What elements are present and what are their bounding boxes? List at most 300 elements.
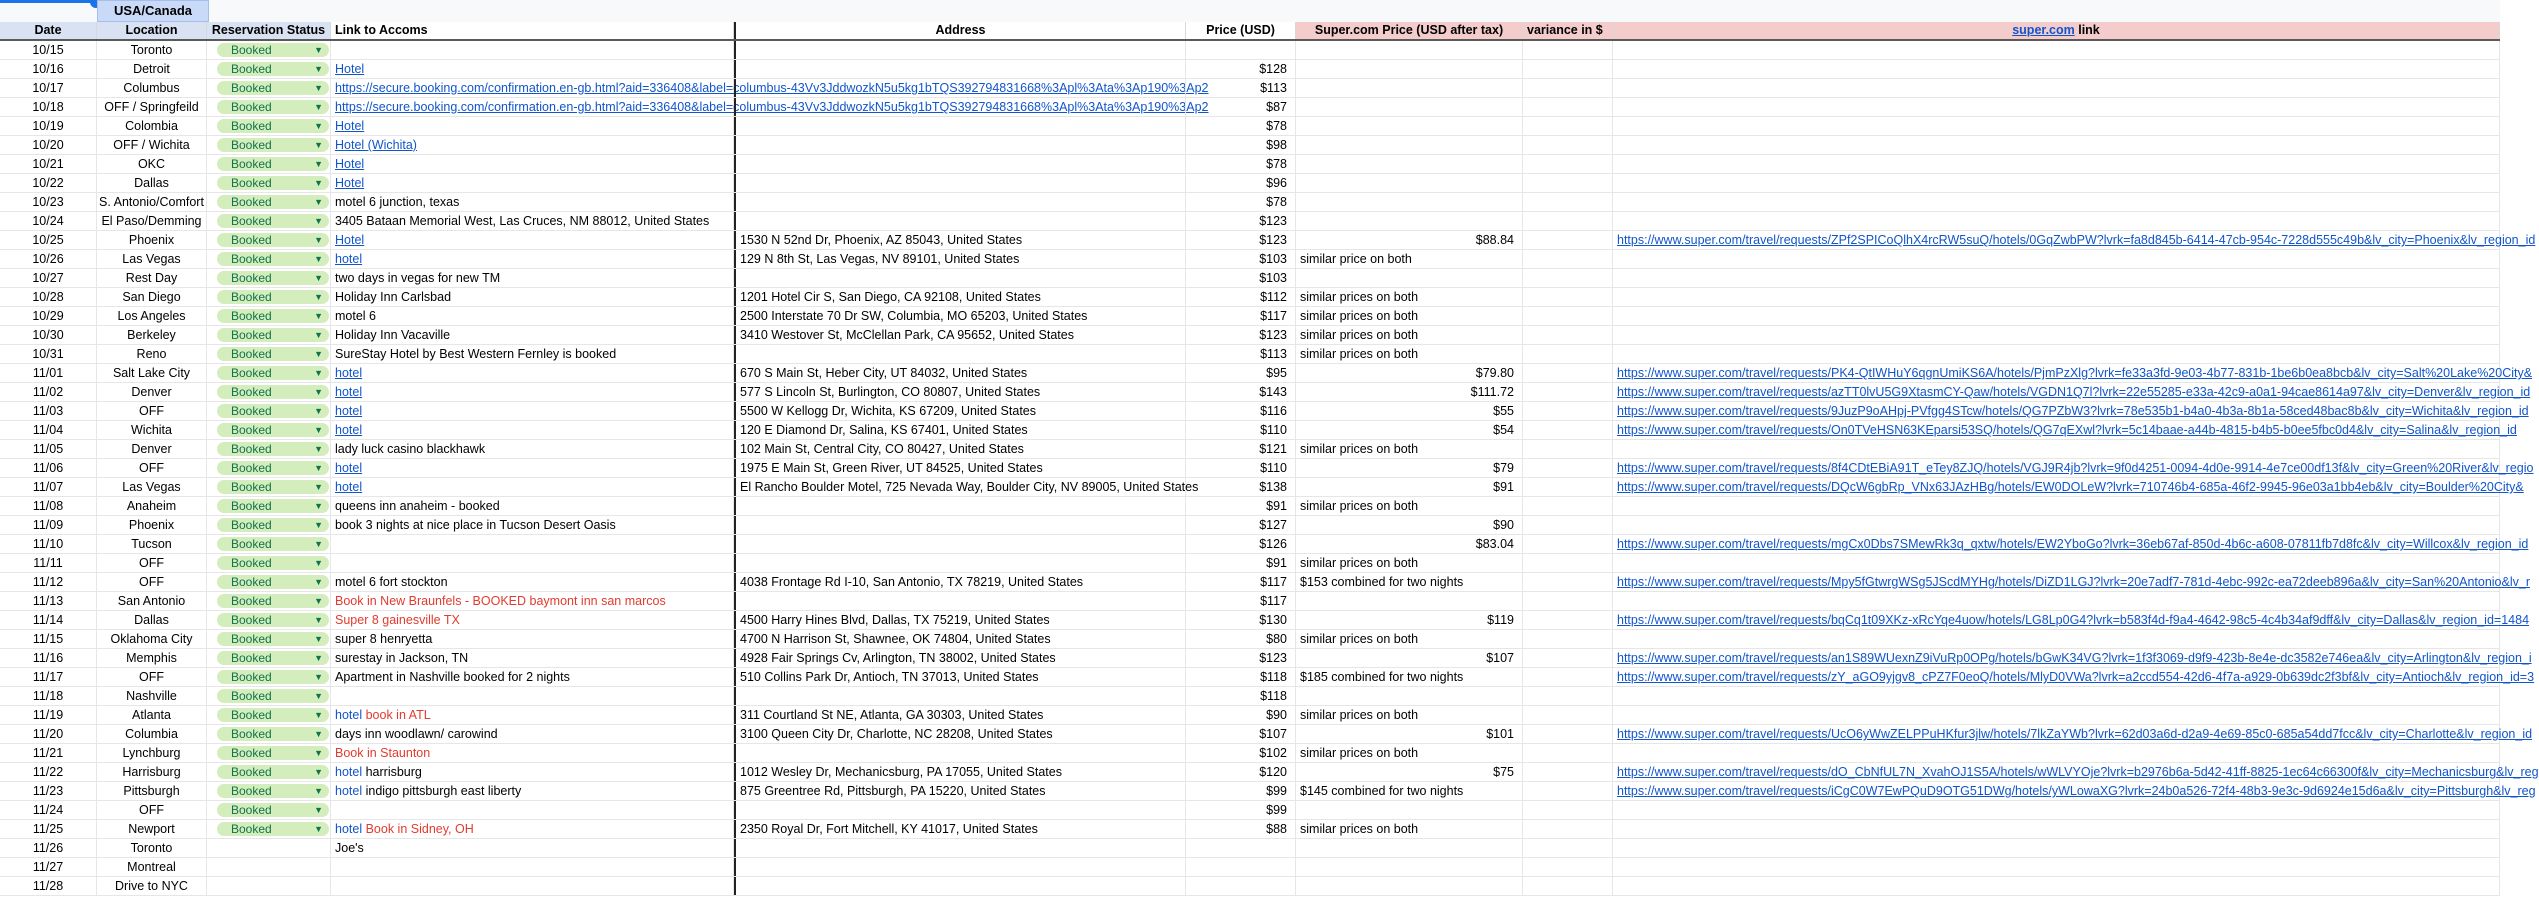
price-cell[interactable]: $118 [1186,687,1296,705]
super-link-cell[interactable] [1613,459,2534,477]
hotel-link-word[interactable]: hotel [335,765,363,779]
status-cell[interactable] [207,269,331,287]
chevron-down-icon[interactable]: ▼ [314,710,323,720]
status-cell[interactable] [207,744,331,762]
price-cell[interactable]: $117 [1186,592,1296,610]
price-cell[interactable]: $91 [1186,497,1296,515]
location-cell[interactable]: Rest Day [97,269,207,287]
link-cell[interactable] [331,668,734,686]
super-price-cell[interactable] [1296,611,1523,629]
variance-cell[interactable] [1523,839,1613,857]
super-price-cell[interactable] [1296,345,1523,363]
address-cell[interactable]: 3410 Westover St, McClellan Park, CA 95652, United States [734,326,1186,344]
link-cell[interactable] [331,592,734,610]
status-cell[interactable] [207,288,331,306]
super-price-cell[interactable] [1296,41,1523,59]
link-cell[interactable] [331,79,1209,97]
super-price-cell[interactable] [1296,820,1523,838]
status-cell[interactable] [207,79,331,97]
status-cell[interactable] [207,668,331,686]
variance-cell[interactable] [1523,611,1613,629]
status-dropdown-chip[interactable] [217,537,329,551]
super-price-cell[interactable] [1296,573,1523,591]
super-price-cell[interactable] [1296,858,1523,876]
link-cell[interactable] [331,231,734,249]
super-price-cell[interactable] [1296,592,1523,610]
status-cell[interactable] [207,497,331,515]
variance-cell[interactable] [1523,79,1613,97]
status-dropdown-chip[interactable] [217,594,329,608]
status-dropdown-chip[interactable] [217,81,329,95]
status-cell[interactable] [207,820,331,838]
address-cell[interactable]: 311 Courtland St NE, Atlanta, GA 30303, United States [734,706,1186,724]
super-com-booking-link[interactable]: https://www.super.com/travel/requests/8f4CDtEBiA91T_eTey8ZJQ/hotels/VGJ9R4jb?lvrk=9f0d4251-0094-4d0e-9914-4e7ce00df13f&lv_city=Green%20River&lv_regio [1617,461,2534,475]
address-cell[interactable] [734,155,1186,173]
link-cell[interactable] [331,630,734,648]
chevron-down-icon[interactable]: ▼ [314,178,323,188]
super-link-cell[interactable] [1613,478,2524,496]
location-cell[interactable]: Oklahoma City [97,630,207,648]
date-cell[interactable]: 10/25 [0,231,97,249]
chevron-down-icon[interactable]: ▼ [314,235,323,245]
chevron-down-icon[interactable]: ▼ [314,463,323,473]
super-link-cell[interactable] [1613,98,2500,116]
variance-cell[interactable] [1523,668,1613,686]
chevron-down-icon[interactable]: ▼ [314,615,323,625]
region-label-cell[interactable]: USA/Canada [97,0,209,22]
variance-cell[interactable] [1523,630,1613,648]
location-cell[interactable]: Montreal [97,858,207,876]
location-cell[interactable]: Columbus [97,79,207,97]
super-link-cell[interactable] [1613,60,2500,78]
link-cell[interactable] [331,383,734,401]
chevron-down-icon[interactable]: ▼ [314,482,323,492]
address-cell[interactable]: El Rancho Boulder Motel, 725 Nevada Way, Boulder City, NV 89005, United States [734,478,1186,496]
status-cell[interactable] [207,250,331,268]
variance-cell[interactable] [1523,440,1613,458]
price-cell[interactable]: $130 [1186,611,1296,629]
status-cell[interactable] [207,41,331,59]
super-link-cell[interactable] [1613,592,2500,610]
link-cell[interactable] [331,744,734,762]
status-dropdown-chip[interactable] [217,727,329,741]
date-cell[interactable]: 11/23 [0,782,97,800]
variance-cell[interactable] [1523,155,1613,173]
price-cell[interactable]: $127 [1186,516,1296,534]
variance-cell[interactable] [1523,801,1613,819]
price-cell[interactable]: $123 [1186,326,1296,344]
variance-cell[interactable] [1523,117,1613,135]
status-cell[interactable] [207,478,331,496]
variance-cell[interactable] [1523,212,1613,230]
address-cell[interactable] [734,687,1186,705]
location-cell[interactable]: S. Antonio/Comfort [97,193,207,211]
status-dropdown-chip[interactable] [217,461,329,475]
status-cell[interactable] [207,535,331,553]
chevron-down-icon[interactable]: ▼ [314,273,323,283]
super-com-booking-link[interactable]: https://www.super.com/travel/requests/9JuzP9oAHpj-PVfgg4STcw/hotels/QG7PZbW3?lvrk=78e535b1-b4a0-4b3a-8b1a-58ced48bac8b&lv_city=Wichita&lv_region_id [1617,404,2529,418]
super-price-cell[interactable] [1296,744,1523,762]
address-cell[interactable] [734,345,1186,363]
variance-cell[interactable] [1523,687,1613,705]
link-cell[interactable] [331,60,734,78]
link-cell[interactable] [331,250,734,268]
link-cell[interactable] [331,98,1209,116]
address-cell[interactable]: 4928 Fair Springs Cv, Arlington, TN 38002, United States [734,649,1186,667]
super-com-booking-link[interactable]: https://www.super.com/travel/requests/bqCq1t09XKz-xRcYqe4uow/hotels/LG8Lp0G4?lvrk=b583f4d-f9a4-4642-98c5-4c4b34af9dff&lv_city=Dallas&lv_region_id=1484 [1617,613,2530,627]
address-cell[interactable]: 670 S Main St, Heber City, UT 84032, United States [734,364,1186,382]
super-link-cell[interactable] [1613,706,2500,724]
super-price-cell[interactable] [1296,421,1523,439]
status-dropdown-chip[interactable] [217,518,329,532]
status-dropdown-chip[interactable] [217,271,329,285]
price-cell[interactable]: $98 [1186,136,1296,154]
chevron-down-icon[interactable]: ▼ [314,596,323,606]
location-cell[interactable]: Columbia [97,725,207,743]
location-cell[interactable]: Las Vegas [97,250,207,268]
date-cell[interactable]: 11/17 [0,668,97,686]
location-cell[interactable]: Denver [97,440,207,458]
header-super-link[interactable] [1613,22,2500,39]
date-cell[interactable]: 10/26 [0,250,97,268]
price-cell[interactable]: $120 [1186,763,1296,781]
super-link-cell[interactable] [1613,383,2531,401]
link-cell[interactable] [331,136,734,154]
location-cell[interactable]: San Antonio [97,592,207,610]
location-cell[interactable]: OFF [97,573,207,591]
date-cell[interactable]: 11/21 [0,744,97,762]
variance-cell[interactable] [1523,193,1613,211]
date-cell[interactable]: 10/15 [0,41,97,59]
header-date[interactable]: Date [0,22,97,39]
status-dropdown-chip[interactable] [217,366,329,380]
super-link-cell[interactable] [1613,117,2500,135]
variance-cell[interactable] [1523,231,1613,249]
chevron-down-icon[interactable]: ▼ [314,691,323,701]
date-cell[interactable]: 11/24 [0,801,97,819]
status-dropdown-chip[interactable] [217,176,329,190]
chevron-down-icon[interactable]: ▼ [314,653,323,663]
price-cell[interactable]: $126 [1186,535,1296,553]
super-link-cell[interactable] [1613,269,2500,287]
variance-cell[interactable] [1523,307,1613,325]
date-cell[interactable]: 10/30 [0,326,97,344]
price-cell[interactable]: $78 [1186,117,1296,135]
super-link-cell[interactable] [1613,725,2533,743]
address-cell[interactable]: 129 N 8th St, Las Vegas, NV 89101, United States [734,250,1186,268]
status-cell[interactable] [207,725,331,743]
address-cell[interactable] [734,535,1186,553]
status-dropdown-chip[interactable] [217,480,329,494]
status-dropdown-chip[interactable] [217,100,329,114]
super-price-cell[interactable] [1296,136,1523,154]
status-cell[interactable] [207,858,331,876]
super-com-link[interactable]: super.com [2012,23,2075,37]
super-com-booking-link[interactable]: https://www.super.com/travel/requests/azTT0lvU5G9XtasmCY-Qaw/hotels/VGDN1Q7l?lvrk=22e55285-e33a-42c9-a0a1-94cae8614a97&lv_city=Denver&lv_region_id [1617,385,2531,399]
super-price-cell[interactable] [1296,497,1523,515]
date-cell[interactable]: 10/29 [0,307,97,325]
super-link-cell[interactable] [1613,516,2500,534]
status-cell[interactable] [207,60,331,78]
date-cell[interactable]: 11/07 [0,478,97,496]
price-cell[interactable]: $95 [1186,364,1296,382]
super-price-cell[interactable] [1296,440,1523,458]
link-cell[interactable] [331,174,734,192]
link-cell[interactable] [331,402,734,420]
super-link-cell[interactable] [1613,782,2536,800]
super-link-cell[interactable] [1613,763,2539,781]
super-price-cell[interactable] [1296,459,1523,477]
super-price-cell[interactable] [1296,630,1523,648]
status-cell[interactable] [207,117,331,135]
location-cell[interactable]: Las Vegas [97,478,207,496]
link-cell[interactable] [331,326,734,344]
price-cell[interactable] [1186,839,1296,857]
super-price-cell[interactable] [1296,402,1523,420]
price-cell[interactable]: $112 [1186,288,1296,306]
status-cell[interactable] [207,421,331,439]
super-price-cell[interactable] [1296,554,1523,572]
date-cell[interactable]: 11/12 [0,573,97,591]
chevron-down-icon[interactable]: ▼ [314,368,323,378]
date-cell[interactable]: 11/25 [0,820,97,838]
variance-cell[interactable] [1523,649,1613,667]
header-link[interactable]: Link to Accoms [331,22,734,39]
status-cell[interactable] [207,801,331,819]
super-link-cell[interactable] [1613,877,2500,895]
status-dropdown-chip[interactable] [217,119,329,133]
super-link-cell[interactable] [1613,402,2529,420]
link-cell[interactable] [331,839,734,857]
status-dropdown-chip[interactable] [217,62,329,76]
super-link-cell[interactable] [1613,79,2500,97]
status-dropdown-chip[interactable] [217,138,329,152]
variance-cell[interactable] [1523,573,1613,591]
date-cell[interactable]: 10/19 [0,117,97,135]
status-cell[interactable] [207,193,331,211]
super-com-booking-link[interactable]: https://www.super.com/travel/requests/mgCx0Dbs7SMewRk3q_qxtw/hotels/EW2YboGo?lvrk=36eb67af-850d-4b6c-a608-07811fb7d8fc&lv_city=Willcox&lv_region_id [1617,537,2529,551]
super-link-cell[interactable] [1613,497,2500,515]
status-dropdown-chip[interactable] [217,195,329,209]
super-price-cell[interactable] [1296,288,1523,306]
date-cell[interactable]: 10/28 [0,288,97,306]
super-link-cell[interactable] [1613,250,2500,268]
status-cell[interactable] [207,440,331,458]
date-cell[interactable]: 11/28 [0,877,97,895]
address-cell[interactable]: 4500 Harry Hines Blvd, Dallas, TX 75219, United States [734,611,1186,629]
status-cell[interactable] [207,212,331,230]
address-cell[interactable]: 102 Main St, Central City, CO 80427, United States [734,440,1186,458]
variance-cell[interactable] [1523,459,1613,477]
price-cell[interactable]: $143 [1186,383,1296,401]
status-dropdown-chip[interactable] [217,632,329,646]
chevron-down-icon[interactable]: ▼ [314,216,323,226]
link-cell[interactable] [331,421,734,439]
location-cell[interactable]: Dallas [97,174,207,192]
super-link-cell[interactable] [1613,136,2500,154]
link-cell[interactable] [331,554,734,572]
super-link-cell[interactable] [1613,611,2530,629]
address-cell[interactable] [734,592,1186,610]
address-cell[interactable]: 1012 Wesley Dr, Mechanicsburg, PA 17055, United States [734,763,1186,781]
status-dropdown-chip[interactable] [217,347,329,361]
chevron-down-icon[interactable]: ▼ [314,444,323,454]
status-cell[interactable] [207,592,331,610]
location-cell[interactable]: Lynchburg [97,744,207,762]
link-cell[interactable] [331,478,734,496]
address-cell[interactable] [734,41,1186,59]
location-cell[interactable]: Tucson [97,535,207,553]
header-address[interactable]: Address [734,22,1186,39]
price-cell[interactable] [1186,41,1296,59]
link-cell[interactable] [331,516,734,534]
accommodation-link[interactable]: hotel [335,404,363,418]
accommodation-link[interactable]: hotel [335,366,363,380]
accommodation-link[interactable]: Hotel (Wichita) [335,138,417,152]
chevron-down-icon[interactable]: ▼ [314,140,323,150]
link-cell[interactable] [331,611,734,629]
status-cell[interactable] [207,136,331,154]
link-cell[interactable] [331,763,734,781]
status-cell[interactable] [207,383,331,401]
super-price-cell[interactable] [1296,478,1523,496]
variance-cell[interactable] [1523,60,1613,78]
super-link-cell[interactable] [1613,535,2529,553]
link-cell[interactable] [331,725,734,743]
accommodation-link[interactable]: hotel [335,480,363,494]
address-cell[interactable] [734,60,1186,78]
location-cell[interactable]: Anaheim [97,497,207,515]
date-cell[interactable]: 10/20 [0,136,97,154]
status-cell[interactable] [207,155,331,173]
accommodation-link[interactable]: hotel [335,385,363,399]
super-link-cell[interactable] [1613,630,2500,648]
location-cell[interactable]: OFF / Wichita [97,136,207,154]
super-price-cell[interactable] [1296,535,1523,553]
super-com-booking-link[interactable]: https://www.super.com/travel/requests/dO_CbNfUL7N_XvahOJ1S5A/hotels/wWLVYOje?lvrk=b2976b6a-5d42-41ff-8825-1ec64c66300f&lv_city=Mechanicsburg&lv_reg [1617,765,2539,779]
status-dropdown-chip[interactable] [217,746,329,760]
status-cell[interactable] [207,630,331,648]
super-price-cell[interactable] [1296,687,1523,705]
location-cell[interactable]: OKC [97,155,207,173]
status-cell[interactable] [207,573,331,591]
variance-cell[interactable] [1523,516,1613,534]
super-price-cell[interactable] [1296,326,1523,344]
location-cell[interactable]: Detroit [97,60,207,78]
variance-cell[interactable] [1523,706,1613,724]
link-cell[interactable] [331,459,734,477]
chevron-down-icon[interactable]: ▼ [314,83,323,93]
chevron-down-icon[interactable]: ▼ [314,520,323,530]
date-cell[interactable]: 11/01 [0,364,97,382]
super-link-cell[interactable] [1613,668,2535,686]
super-price-cell[interactable] [1296,231,1523,249]
date-cell[interactable]: 11/20 [0,725,97,743]
date-cell[interactable]: 11/15 [0,630,97,648]
address-cell[interactable]: 1201 Hotel Cir S, San Diego, CA 92108, United States [734,288,1186,306]
price-cell[interactable]: $103 [1186,269,1296,287]
status-cell[interactable] [207,174,331,192]
accommodation-link[interactable]: https://secure.booking.com/confirmation.en-gb.html?aid=336408&label=columbus-43Vv3JddwozkN5u5kg1bTQS392794831668%3Apl%3Ata%3Ap190%3Ap2 [335,100,1209,114]
status-cell[interactable] [207,459,331,477]
location-cell[interactable]: Los Angeles [97,307,207,325]
super-link-cell[interactable] [1613,193,2500,211]
date-cell[interactable]: 11/04 [0,421,97,439]
status-dropdown-chip[interactable] [217,689,329,703]
variance-cell[interactable] [1523,98,1613,116]
link-cell[interactable] [331,877,734,895]
variance-cell[interactable] [1523,326,1613,344]
status-dropdown-chip[interactable] [217,556,329,570]
status-cell[interactable] [207,98,331,116]
accommodation-link[interactable]: hotel [335,252,363,266]
super-price-cell[interactable] [1296,98,1523,116]
status-dropdown-chip[interactable] [217,157,329,171]
address-cell[interactable]: 577 S Lincoln St, Burlington, CO 80807, United States [734,383,1186,401]
location-cell[interactable]: Salt Lake City [97,364,207,382]
hotel-link-word[interactable]: hotel [335,784,363,798]
super-price-cell[interactable] [1296,782,1523,800]
price-cell[interactable]: $123 [1186,231,1296,249]
chevron-down-icon[interactable]: ▼ [314,672,323,682]
chevron-down-icon[interactable]: ▼ [314,197,323,207]
link-cell[interactable] [331,212,734,230]
variance-cell[interactable] [1523,402,1613,420]
super-price-cell[interactable] [1296,649,1523,667]
date-cell[interactable]: 10/16 [0,60,97,78]
status-dropdown-chip[interactable] [217,423,329,437]
price-cell[interactable] [1186,877,1296,895]
super-com-booking-link[interactable]: https://www.super.com/travel/requests/DQcW6gbRp_VNx63JAzHBg/hotels/EW0DOLeW?lvrk=710746b4-685a-46f2-9945-96e03a1bb4eb&lv_city=Boulder%20City& [1617,480,2524,494]
status-cell[interactable] [207,877,331,895]
address-cell[interactable] [734,744,1186,762]
price-cell[interactable]: $99 [1186,782,1296,800]
price-cell[interactable]: $107 [1186,725,1296,743]
location-cell[interactable]: Pittsburgh [97,782,207,800]
price-cell[interactable]: $103 [1186,250,1296,268]
link-cell[interactable] [331,41,734,59]
variance-cell[interactable] [1523,820,1613,838]
chevron-down-icon[interactable]: ▼ [314,425,323,435]
address-cell[interactable] [734,516,1186,534]
variance-cell[interactable] [1523,744,1613,762]
accommodation-link[interactable]: Hotel [335,233,365,247]
chevron-down-icon[interactable]: ▼ [314,767,323,777]
price-cell[interactable]: $138 [1186,478,1296,496]
date-cell[interactable]: 11/08 [0,497,97,515]
link-cell[interactable] [331,193,734,211]
link-cell[interactable] [331,820,734,838]
variance-cell[interactable] [1523,478,1613,496]
super-price-cell[interactable] [1296,193,1523,211]
address-cell[interactable]: 1530 N 52nd Dr, Phoenix, AZ 85043, United States [734,231,1186,249]
link-cell[interactable] [331,288,734,306]
chevron-down-icon[interactable]: ▼ [314,45,323,55]
variance-cell[interactable] [1523,174,1613,192]
price-cell[interactable]: $87 [1186,98,1296,116]
super-price-cell[interactable] [1296,668,1523,686]
accommodation-link[interactable]: hotel [335,423,363,437]
price-cell[interactable]: $128 [1186,60,1296,78]
super-price-cell[interactable] [1296,763,1523,781]
price-cell[interactable]: $78 [1186,193,1296,211]
date-cell[interactable]: 10/24 [0,212,97,230]
location-cell[interactable]: Toronto [97,41,207,59]
status-cell[interactable] [207,307,331,325]
super-link-cell[interactable] [1613,41,2500,59]
chevron-down-icon[interactable]: ▼ [314,159,323,169]
location-cell[interactable]: Reno [97,345,207,363]
